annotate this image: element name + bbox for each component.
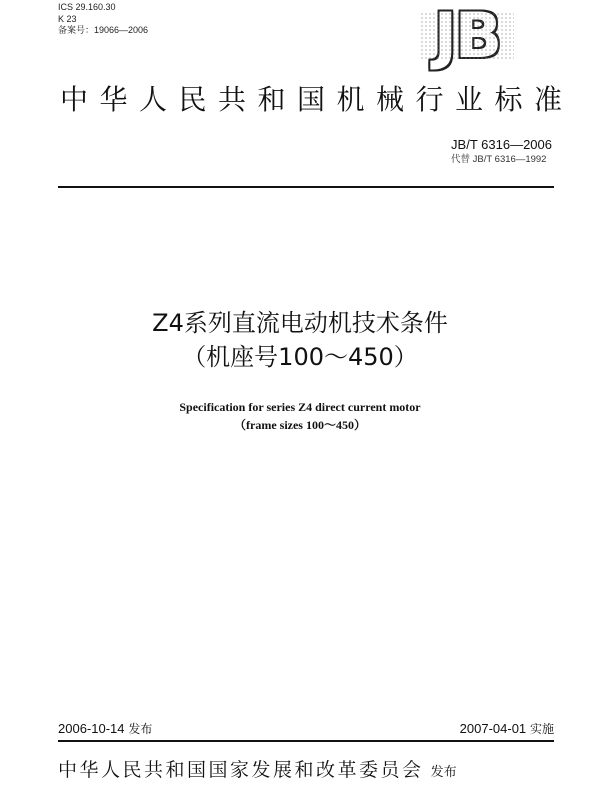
effective-date: 2007-04-01 [459,721,527,736]
title-cn-line1: Z4系列直流电动机技术条件 [152,309,448,337]
effective-date-block [460,721,554,737]
issuer-line [58,756,558,784]
standard-numbers [451,136,552,167]
ics-code: ICS 29.160.30 [58,2,116,12]
title-cn-line2: （机座号100～450） [182,343,418,371]
standard-category-title: 中华人民共和国机械行业标准 [60,83,574,116]
issue-label: 发布 [128,722,153,736]
footer-divider [58,740,554,742]
classification-block [58,2,148,37]
issuer-name: 中华人民共和国国家发展和改革委员会 [58,759,424,781]
title-en-line2: （frame sizes 100～450） [234,418,366,432]
issue-date: 2006-10-14 [58,721,125,736]
logo-text: JB [433,0,501,72]
issue-date-block [58,721,152,737]
replaces-standard: 代替 JB/T 6316—1992 [451,154,547,165]
title-en-line1: Specification for series Z4 direct current motor [179,400,421,414]
jb-logo [414,0,520,72]
effective-label: 实施 [529,722,554,736]
record-number: 备案号：19066—2006 [58,25,149,35]
document-title-english [0,398,600,434]
logo-halftone [420,12,514,60]
standard-code: JB/T 6316—2006 [451,137,552,152]
issuer-suffix: 发布 [430,765,457,780]
document-title-chinese [0,306,600,374]
header-divider [58,186,554,188]
ccs-code: K 23 [58,13,77,24]
date-row [58,721,554,737]
